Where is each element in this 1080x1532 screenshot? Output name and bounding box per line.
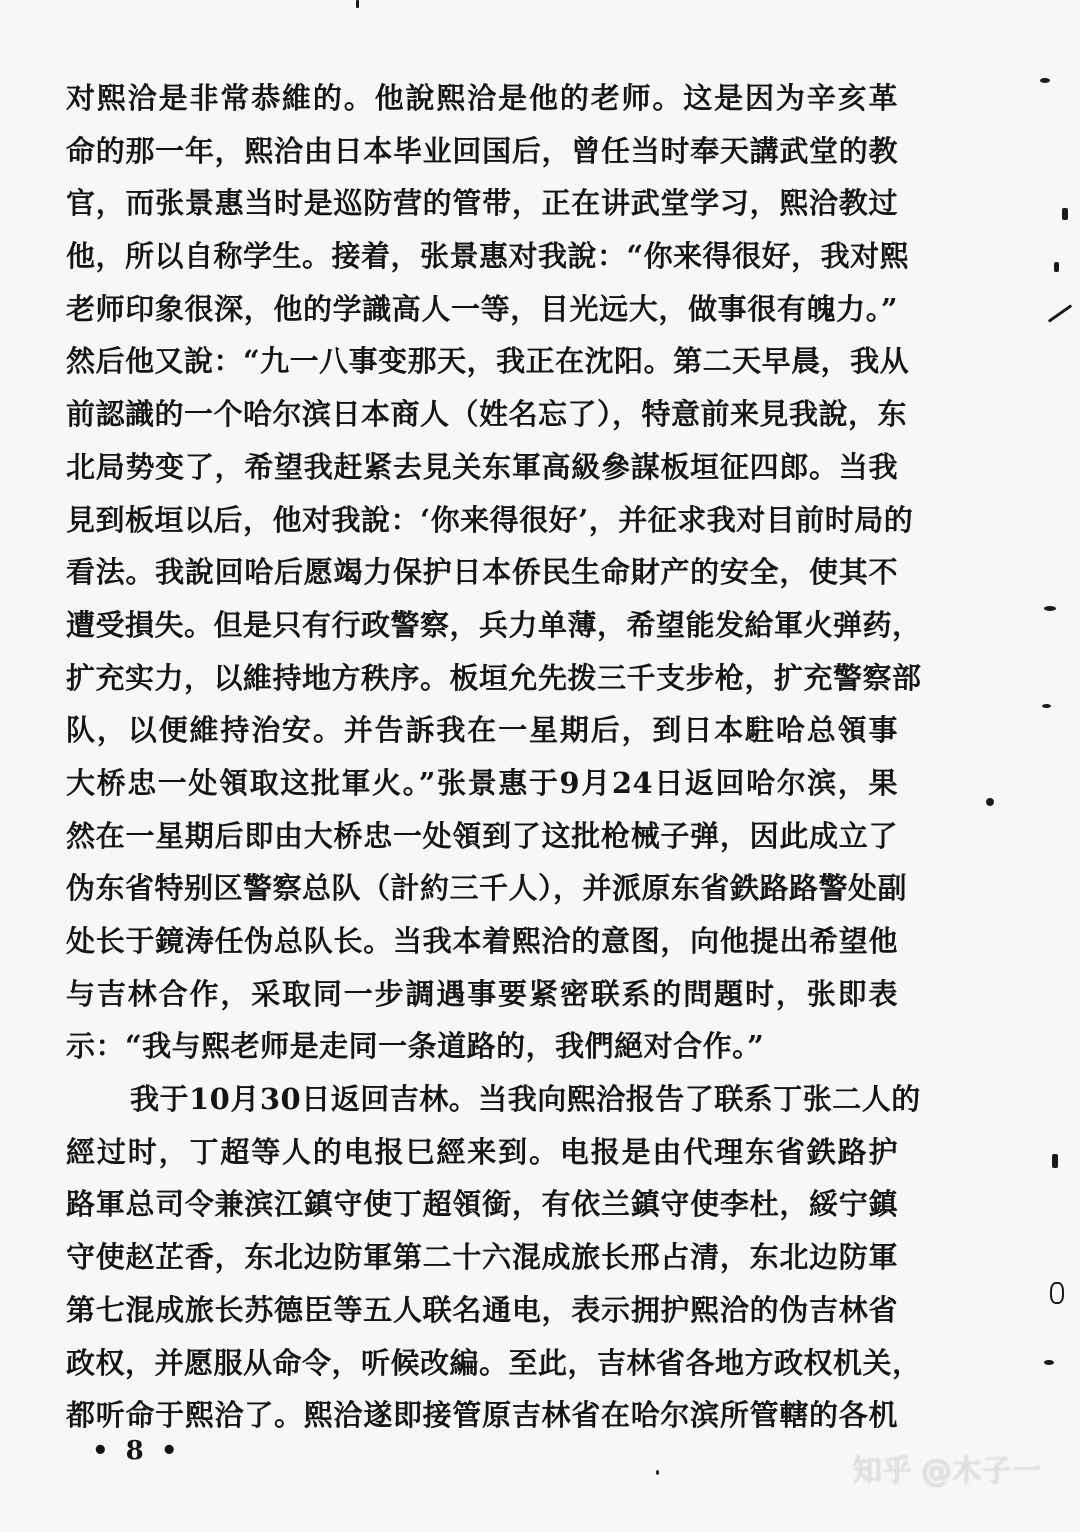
text-line: 然后他又說：“九一八事变那天，我正在沈阳。第二天早晨，我从	[66, 344, 910, 379]
scan-speck	[1040, 78, 1050, 83]
text-line: 見到板垣以后，他对我說：‘你来得很好’，并征求我对目前时局的	[66, 502, 914, 537]
text-line: 示：“我与熙老师是走同一条道路的，我們絕对合作。”	[66, 1029, 765, 1064]
text-line: 看法。我說回哈后愿竭力保护日本侨民生命財产的安全，使其不	[66, 555, 898, 590]
scan-speck	[986, 798, 994, 806]
text-line: 官，而张景惠当时是巡防营的管带，正在讲武堂学习，熙洽教过	[66, 186, 898, 221]
text-line: 处长于鏡涛任伪总队长。当我本着熙洽的意图，向他提出希望他	[66, 924, 898, 958]
scan-speck	[1044, 606, 1056, 611]
scan-speck	[1050, 1282, 1064, 1304]
text-line: 与吉林合作，采取同一步調遇事要紧密联系的問題时，张即表	[66, 976, 898, 1011]
text-line: 北局势变了，希望我赶紧去見关东軍高級參謀板垣征四郎。当我	[66, 449, 898, 484]
scan-speck	[1044, 1360, 1054, 1365]
text-line: 他，所以自称学生。接着，张景惠对我說：“你来得很好，我对熙	[66, 239, 910, 274]
scan-speck	[356, 0, 359, 8]
text-line: 前認識的一个哈尔滨日本商人（姓名忘了），特意前来見我說，东	[66, 397, 908, 432]
scan-speck	[1052, 1154, 1058, 1168]
scan-speck	[1062, 208, 1068, 220]
text-line: 对熙洽是非常恭維的。他說熙洽是他的老师。这是因为辛亥革	[66, 81, 898, 115]
paragraph-start-line: 我于10月30日返回吉林。当我向熙洽报告了联系丁张二人的	[130, 1082, 921, 1117]
text-line: 命的那一年，熙洽由日本毕业回国后，曾任当时奉天講武堂的教	[66, 133, 898, 168]
text-line: 伪东省特别区警察总队（計約三千人），并派原东省鉄路路警处副	[66, 871, 908, 906]
scan-speck	[656, 1470, 659, 1475]
scan-speck	[1048, 304, 1073, 323]
text-line: 第七混成旅长苏德臣等五人联名通电，表示拥护熙洽的伪吉林省	[66, 1292, 898, 1327]
text-line: 政权，并愿服从命令，听候改編。至此，吉林省各地方政权机关，	[66, 1345, 922, 1380]
text-line: 队，以便維持治安。并告訴我在一星期后，到日本駐哈总領事	[66, 713, 898, 748]
watermark: 知乎 @木子一	[852, 1454, 1042, 1489]
text-line: 都听命于熙洽了。熙洽遂即接管原吉林省在哈尔滨所管轄的各机	[66, 1398, 898, 1433]
text-line: 路軍总司令兼滨江鎮守使丁超領銜，有依兰鎮守使李杜，綏宁鎮	[66, 1187, 898, 1222]
scan-speck	[1054, 262, 1059, 272]
text-line: 然在一星期后即由大桥忠一处領到了这批枪械子弹，因此成立了	[66, 818, 898, 853]
body-text	[66, 72, 922, 1442]
text-line: 守使赵芷香，东北边防軍第二十六混成旅长邢占清，东北边防軍	[66, 1240, 898, 1275]
scan-speck	[1042, 704, 1051, 708]
text-line: 扩充实力，以維持地方秩序。板垣允先拨三千支步枪，扩充警察部	[66, 660, 922, 695]
text-line: 遭受損失。但是只有行政警察，兵力单薄，希望能发給軍火弹药，	[66, 607, 922, 642]
text-line: 經过时，丁超等人的电报巳經来到。电报是由代理东省鉄路护	[66, 1134, 898, 1169]
page-number: • 8 •	[92, 1436, 182, 1466]
text-line: 大桥忠一处領取这批軍火。”张景惠于9月24日返回哈尔滨，果	[66, 765, 898, 800]
text-line: 老师印象很深，他的学識高人一等，目光远大，做事很有魄力。”	[66, 291, 898, 326]
